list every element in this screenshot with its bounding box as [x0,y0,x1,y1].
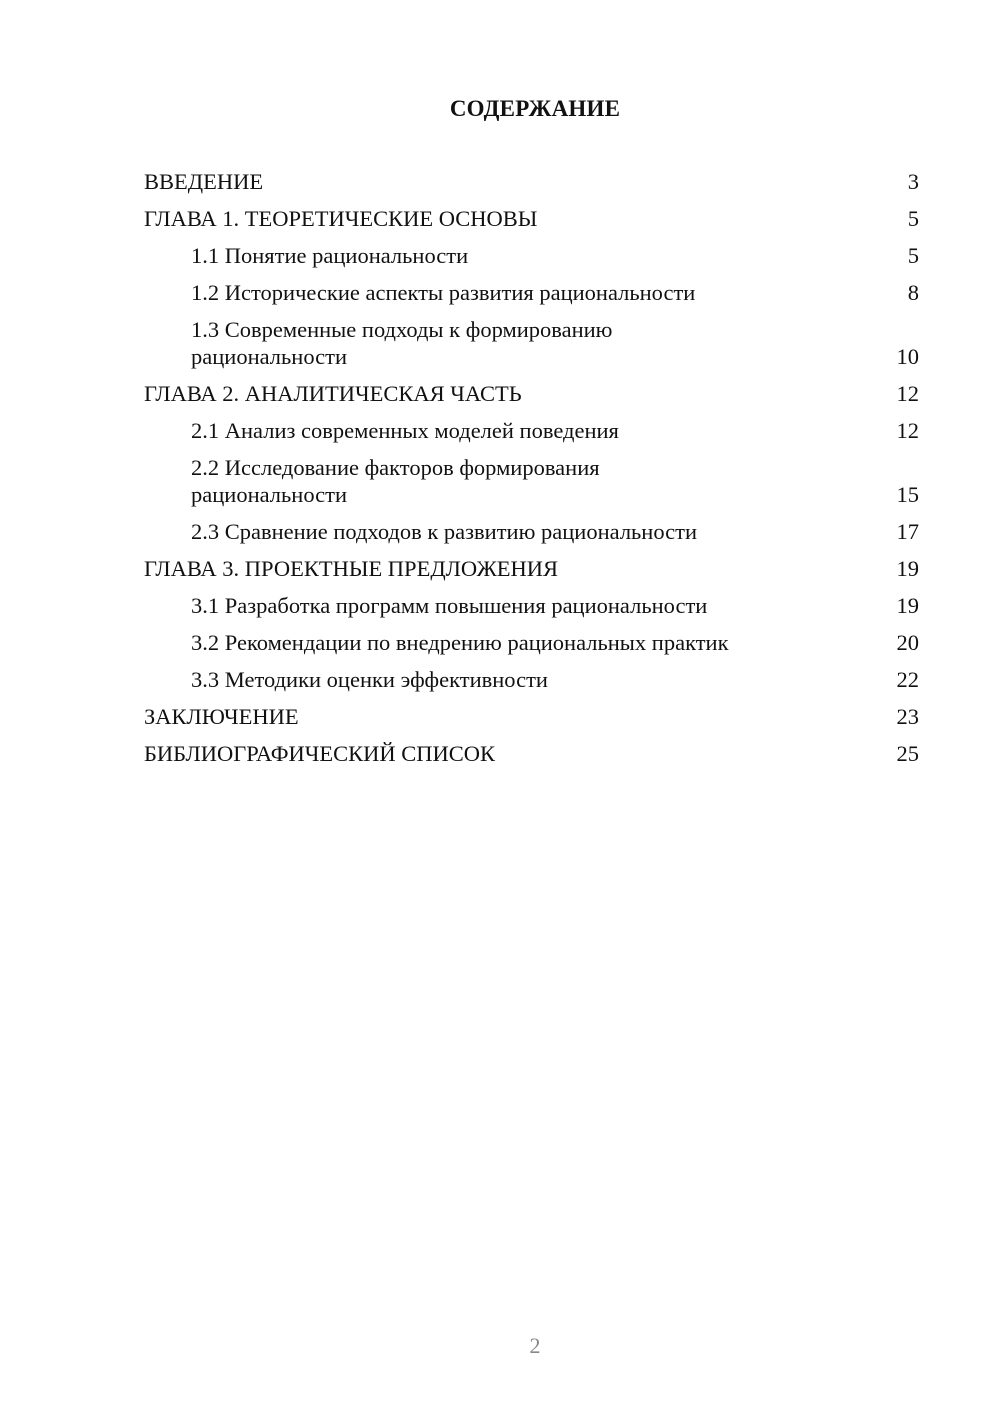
toc-entry-label: 2.2 Исследование факторов формирования рациональности [191,455,600,507]
toc-entry-label: 1.2 Исторические аспекты развития рациональности [191,280,696,305]
toc-entry[interactable] [144,629,919,656]
toc-entry-page: 22 [896,667,919,692]
toc-entry-label: ГЛАВА 3. ПРОЕКТНЫЕ ПРЕДЛОЖЕНИЯ [144,556,559,581]
toc-entry[interactable] [144,703,919,730]
toc-entry[interactable] [144,740,919,767]
toc-entry-label: 3.2 Рекомендации по внедрению рациональных практик [191,630,729,655]
toc-entry-page: 15 [896,482,919,507]
toc-entry[interactable] [144,555,919,582]
toc-entry-page: 10 [896,344,919,369]
toc-entry[interactable] [144,279,919,306]
toc-entry[interactable] [144,168,919,195]
toc-entry-label: ЗАКЛЮЧЕНИЕ [144,704,299,729]
toc-entry-page: 5 [907,206,919,231]
toc-entry-label: 3.3 Методики оценки эффективности [191,667,548,692]
toc-entry-label: 2.3 Сравнение подходов к развитию рациональности [191,519,698,544]
toc-entry[interactable] [144,242,919,269]
toc-entry-label: 3.1 Разработка программ повышения рациональности [191,593,708,618]
toc-entry[interactable] [144,316,919,370]
toc-entry[interactable] [144,205,919,232]
toc-entry-page: 5 [907,243,919,268]
toc-entry-label: 1.3 Современные подходы к формированию рациональности [191,317,613,369]
toc-entry-page: 20 [896,630,919,655]
toc-entry-page: 19 [896,556,919,581]
table-of-contents [144,168,919,777]
toc-entry-page: 19 [896,593,919,618]
toc-entry-label: БИБЛИОГРАФИЧЕСКИЙ СПИСОК [144,741,496,766]
toc-entry[interactable] [144,518,919,545]
toc-entry-page: 12 [896,418,919,443]
toc-entry-label: 2.1 Анализ современных моделей поведения [191,418,619,443]
toc-entry-page: 25 [896,741,919,766]
toc-entry[interactable] [144,454,919,508]
toc-entry-label: 1.1 Понятие рациональности [191,243,469,268]
toc-entry-page: 3 [907,169,919,194]
toc-entry[interactable] [144,380,919,407]
toc-entry-page: 17 [896,519,919,544]
toc-entry-page: 12 [896,381,919,406]
toc-entry[interactable] [144,417,919,444]
toc-entry-page: 23 [896,704,919,729]
document-title: СОДЕРЖАНИЕ [449,96,621,121]
toc-entry[interactable] [144,666,919,693]
toc-entry[interactable] [144,592,919,619]
toc-entry-label: ВВЕДЕНИЕ [144,169,264,194]
toc-entry-label: ГЛАВА 2. АНАЛИТИЧЕСКАЯ ЧАСТЬ [144,381,522,406]
toc-entry-page: 8 [907,280,919,305]
toc-entry-label: ГЛАВА 1. ТЕОРЕТИЧЕСКИЕ ОСНОВЫ [144,206,538,231]
page-number: 2 [529,1333,541,1358]
